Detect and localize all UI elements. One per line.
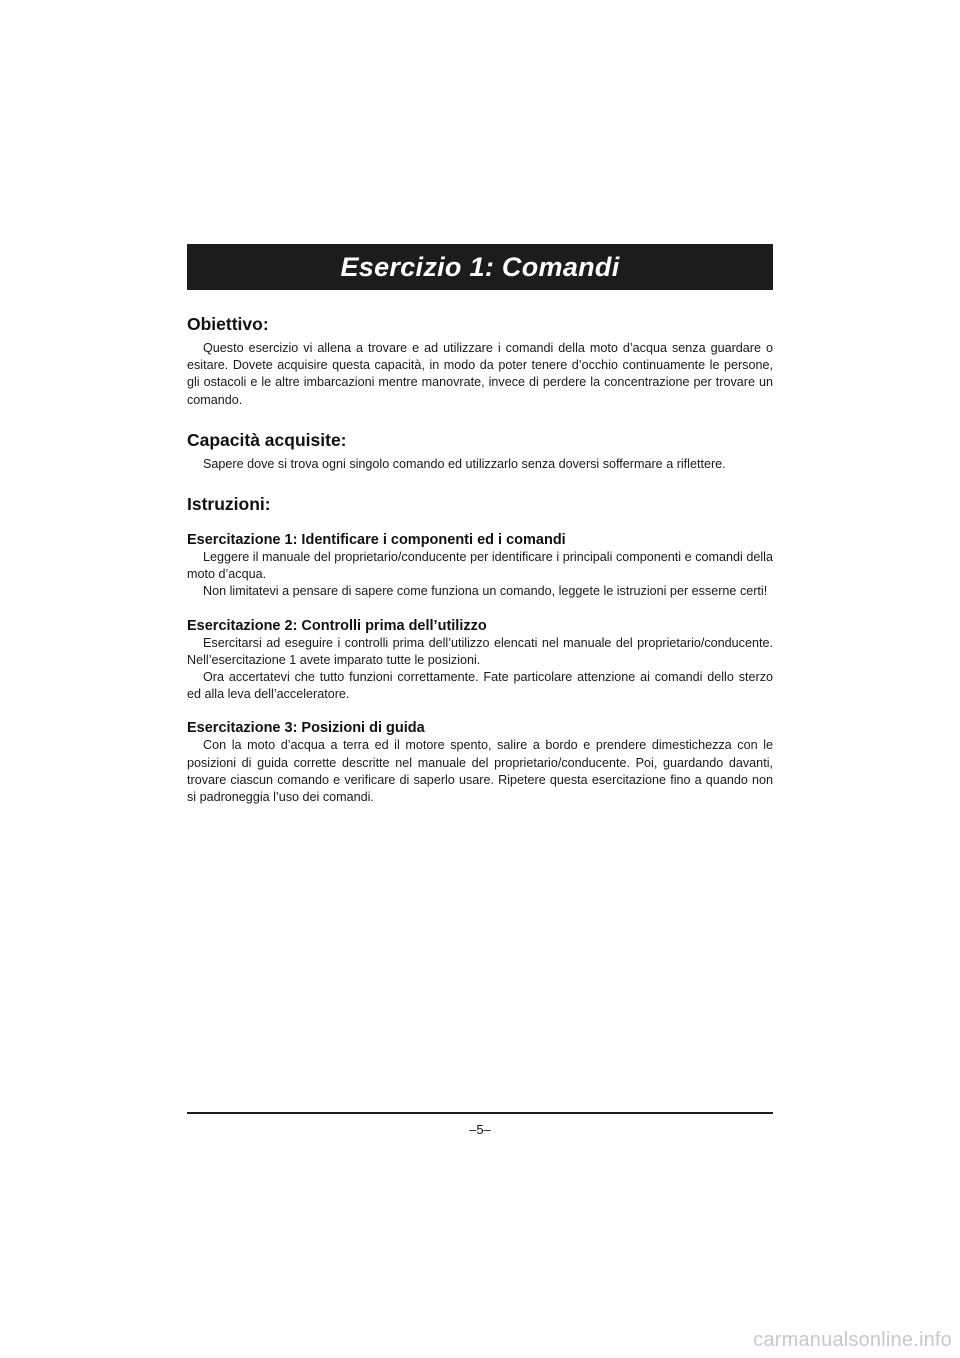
esercitazione-2-heading: Esercitazione 2: Controlli prima dell’utilizzo (187, 617, 487, 634)
section-obiettivo (187, 314, 773, 409)
esercitazione-3 (187, 720, 773, 806)
esercitazione-3-paragraph-1: Con la moto d’acqua a terra ed il motore spento, salire a bordo e prendere dimestichezza con le posizioni di guida corrette descritte nel manuale del proprietario/conducente. Poi, guardando davanti, trovare ciascun comando e verificare di saperlo usare. Ripetere questa esercitazione fino a quando non si padroneggia l’uso dei comandi. (187, 738, 773, 805)
title-banner (187, 244, 773, 290)
esercitazione-1-paragraph-1: Leggere il manuale del proprietario/conducente per identificare i principali componenti e comandi della moto d’acqua. (187, 550, 773, 582)
esercitazione-1 (187, 532, 773, 601)
esercitazione-2 (187, 618, 773, 704)
watermark: carmanualsonline.info (753, 1329, 952, 1351)
esercitazione-2-paragraph-2: Ora accertatevi che tutto funzioni correttamente. Fate particolare attenzione ai comandi dello sterzo ed alla leva dell’acceleratore. (187, 670, 773, 702)
esercitazione-3-heading: Esercitazione 3: Posizioni di guida (187, 720, 425, 737)
page-number: –5– (469, 1122, 491, 1137)
section-capacita (187, 430, 773, 473)
footer-divider (187, 1112, 773, 1114)
capacita-text: Sapere dove si trova ogni singolo comando ed utilizzarlo senza doversi soffermare a riflettere. (203, 456, 726, 471)
esercitazione-2-paragraph-1: Esercitarsi ad eseguire i controlli prima dell’utilizzo elencati nel manuale del proprietario/conducente. Nell’esercitazione 1 avete imparato tutte le posizioni. (187, 635, 773, 667)
obiettivo-heading: Obiettivo: (187, 314, 269, 334)
obiettivo-text: Questo esercizio vi allena a trovare e ad utilizzare i comandi della moto d’acqua senza guardare o esitare. Dovete acquisire questa capacità, in modo da poter tenere d’occhio continuamente le persone, gli ostacoli e le altre imbarcazioni mentre manovrate, invece di perdere la concentrazione per trovare un comando. (187, 341, 773, 407)
capacita-heading: Capacità acquisite: (187, 429, 347, 450)
esercitazione-1-heading: Esercitazione 1: Identificare i componenti ed i comandi (187, 532, 566, 549)
esercitazione-1-paragraph-2: Non limitatevi a pensare di sapere come funziona un comando, leggete le istruzioni per esserne certi! (203, 584, 768, 599)
istruzioni-heading: Istruzioni: (187, 494, 271, 515)
section-istruzioni (187, 494, 773, 806)
page-body (187, 244, 773, 806)
page-title: Esercizio 1: Comandi (340, 251, 620, 282)
